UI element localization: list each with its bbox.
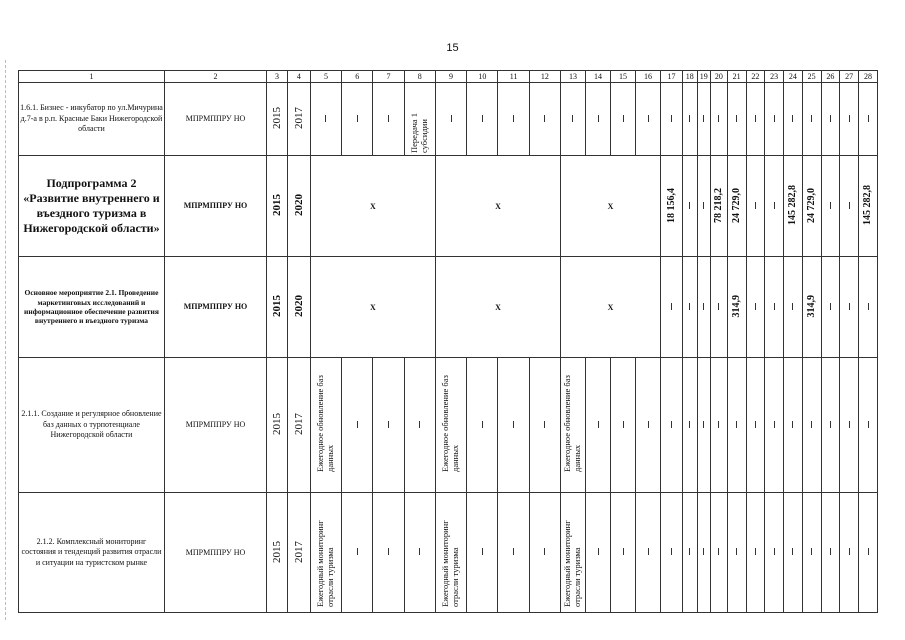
dash-mark: [419, 421, 420, 428]
dash-mark: [689, 202, 690, 209]
empty-cell: [802, 493, 821, 613]
column-header: 16: [636, 71, 661, 83]
row-note: Ежегодный мониторинг отрасли туризма: [562, 520, 582, 607]
column-header: 26: [821, 71, 840, 83]
dash-mark: [849, 115, 850, 122]
value-col-25: 24 729,0: [805, 187, 817, 223]
dash-mark: [671, 548, 672, 555]
dash-mark: [774, 548, 775, 555]
value-cell: [859, 156, 878, 257]
year-end-cell: [287, 358, 310, 493]
column-header: 13: [560, 71, 585, 83]
column-header: 21: [727, 71, 746, 83]
empty-cell: [821, 257, 840, 358]
empty-cell: [746, 358, 765, 493]
dash-mark: [544, 421, 545, 428]
dash-mark: [598, 421, 599, 428]
empty-cell: [467, 83, 498, 156]
empty-cell: [498, 493, 529, 613]
empty-cell: [697, 257, 711, 358]
year-start-cell: [267, 493, 288, 613]
empty-cell: [435, 83, 466, 156]
dash-mark: [671, 303, 672, 310]
dash-mark: [718, 421, 719, 428]
table-row: [19, 358, 878, 493]
dash-mark: [830, 303, 831, 310]
column-header: 10: [467, 71, 498, 83]
dash-mark: [623, 115, 624, 122]
column-header: 1: [19, 71, 165, 83]
empty-cell: [342, 83, 373, 156]
dash-mark: [736, 548, 737, 555]
dash-mark: [451, 115, 452, 122]
value-col-21: 314,9: [730, 294, 742, 318]
table-row: [19, 493, 878, 613]
x-mark: Х: [560, 257, 660, 358]
column-header: 11: [498, 71, 529, 83]
dash-mark: [868, 115, 869, 122]
dash-mark: [388, 421, 389, 428]
value-col-21: 24 729,0: [730, 187, 742, 223]
row-executor: МПРМППРУ НО: [164, 156, 266, 257]
empty-cell: [840, 358, 859, 493]
empty-cell: [697, 156, 711, 257]
value-col-20: 78 218,2: [713, 187, 725, 223]
empty-cell: [682, 358, 697, 493]
empty-cell: [682, 156, 697, 257]
column-header: 7: [373, 71, 404, 83]
column-header: 12: [529, 71, 560, 83]
value-cell: [711, 156, 728, 257]
dash-mark: [689, 115, 690, 122]
dash-mark: [868, 303, 869, 310]
dash-mark: [811, 115, 812, 122]
note-cell: [310, 358, 341, 493]
year-start: 2015: [270, 107, 283, 129]
empty-cell: [682, 257, 697, 358]
dash-mark: [868, 548, 869, 555]
row-executor: МПРМППРУ НО: [164, 83, 266, 156]
empty-cell: [342, 358, 373, 493]
empty-cell: [560, 83, 585, 156]
row-note: Ежегодное обновление баз данных: [440, 375, 461, 472]
value-col-17: 18 156,4: [665, 187, 677, 223]
empty-cell: [636, 358, 661, 493]
dash-mark: [774, 421, 775, 428]
empty-cell: [821, 493, 840, 613]
column-header: 20: [711, 71, 728, 83]
empty-cell: [765, 257, 784, 358]
dash-mark: [513, 421, 514, 428]
year-end: 2017: [292, 413, 305, 435]
dash-mark: [868, 421, 869, 428]
dash-mark: [718, 303, 719, 310]
x-mark: Х: [435, 156, 560, 257]
year-start: 2015: [270, 413, 283, 435]
year-start-cell: [267, 156, 288, 257]
year-end: 2020: [292, 295, 305, 317]
empty-cell: [784, 83, 803, 156]
column-header: 17: [661, 71, 683, 83]
dash-mark: [718, 548, 719, 555]
empty-cell: [840, 156, 859, 257]
row-note: Ежегодный мониторинг отрасли туризма: [315, 520, 335, 607]
dash-mark: [755, 303, 756, 310]
column-header: 8: [404, 71, 435, 83]
year-end: 2017: [292, 540, 305, 563]
dash-mark: [648, 548, 649, 555]
column-header: 4: [287, 71, 310, 83]
dash-mark: [736, 115, 737, 122]
empty-cell: [404, 493, 435, 613]
dash-mark: [830, 548, 831, 555]
column-header: 15: [611, 71, 636, 83]
value-col-24: 145 282,8: [787, 185, 799, 225]
column-header: 6: [342, 71, 373, 83]
dash-mark: [623, 548, 624, 555]
dash-mark: [689, 303, 690, 310]
dash-mark: [482, 115, 483, 122]
empty-cell: [529, 358, 560, 493]
empty-cell: [611, 493, 636, 613]
dash-mark: [830, 421, 831, 428]
empty-cell: [765, 156, 784, 257]
dash-mark: [849, 303, 850, 310]
column-header: 25: [802, 71, 821, 83]
empty-cell: [840, 257, 859, 358]
empty-cell: [661, 358, 683, 493]
empty-cell: [784, 493, 803, 613]
dash-mark: [357, 548, 358, 555]
dash-mark: [388, 548, 389, 555]
dash-mark: [792, 115, 793, 122]
empty-cell: [498, 83, 529, 156]
dash-mark: [811, 421, 812, 428]
dash-mark: [419, 548, 420, 555]
empty-cell: [821, 83, 840, 156]
dash-mark: [703, 303, 704, 310]
empty-cell: [529, 83, 560, 156]
empty-cell: [746, 83, 765, 156]
dash-mark: [544, 548, 545, 555]
dash-mark: [598, 548, 599, 555]
year-end-cell: [287, 493, 310, 613]
dash-mark: [671, 115, 672, 122]
table-row: [19, 83, 878, 156]
empty-cell: [636, 83, 661, 156]
empty-cell: [711, 257, 728, 358]
table-row: [19, 257, 878, 358]
value-cell: [727, 257, 746, 358]
dash-mark: [849, 421, 850, 428]
empty-cell: [784, 358, 803, 493]
dash-mark: [774, 303, 775, 310]
empty-cell: [859, 493, 878, 613]
empty-cell: [746, 257, 765, 358]
dash-mark: [774, 202, 775, 209]
column-header: 18: [682, 71, 697, 83]
year-end: 2020: [292, 194, 305, 216]
empty-cell: [802, 83, 821, 156]
empty-cell: [711, 83, 728, 156]
column-header: 28: [859, 71, 878, 83]
value-col-28: 145 282,8: [862, 185, 874, 225]
dash-mark: [703, 202, 704, 209]
row-note: Ежегодное обновление баз данных: [562, 375, 582, 472]
dash-mark: [811, 548, 812, 555]
empty-cell: [859, 257, 878, 358]
value-cell: [727, 156, 746, 257]
empty-cell: [697, 358, 711, 493]
dash-mark: [792, 303, 793, 310]
dash-mark: [671, 421, 672, 428]
column-header: 5: [310, 71, 341, 83]
empty-cell: [711, 493, 728, 613]
dash-mark: [849, 202, 850, 209]
year-start-cell: [267, 83, 288, 156]
note-cell: [560, 358, 585, 493]
empty-cell: [682, 83, 697, 156]
dash-mark: [598, 115, 599, 122]
empty-cell: [802, 358, 821, 493]
empty-cell: [373, 493, 404, 613]
empty-cell: [840, 83, 859, 156]
note-cell: [404, 83, 435, 156]
empty-cell: [661, 83, 683, 156]
row-note: Передача 1 субсидии: [409, 112, 429, 153]
dash-mark: [513, 548, 514, 555]
empty-cell: [821, 156, 840, 257]
year-end-cell: [287, 83, 310, 156]
plan-table: [18, 70, 878, 613]
empty-cell: [373, 83, 404, 156]
row-name: 2.1.2. Комплексный мониторинг состояния и тенденций развития отрасли и ситуации на туристском рынке: [19, 493, 165, 613]
empty-cell: [529, 493, 560, 613]
empty-cell: [661, 257, 683, 358]
empty-cell: [765, 493, 784, 613]
dash-mark: [849, 548, 850, 555]
row-executor: МПРМППРУ НО: [164, 493, 266, 613]
empty-cell: [727, 358, 746, 493]
year-start-cell: [267, 358, 288, 493]
year-end: 2017: [292, 107, 305, 129]
x-mark: Х: [435, 257, 560, 358]
empty-cell: [821, 358, 840, 493]
empty-cell: [765, 358, 784, 493]
row-executor: МПРМППРУ НО: [164, 257, 266, 358]
column-header: 19: [697, 71, 711, 83]
dash-mark: [648, 421, 649, 428]
value-cell: [802, 156, 821, 257]
dash-mark: [623, 421, 624, 428]
dash-mark: [755, 421, 756, 428]
dash-mark: [774, 115, 775, 122]
dash-mark: [792, 421, 793, 428]
empty-cell: [697, 493, 711, 613]
empty-cell: [746, 156, 765, 257]
dash-mark: [648, 115, 649, 122]
empty-cell: [840, 493, 859, 613]
dash-mark: [689, 548, 690, 555]
empty-cell: [661, 493, 683, 613]
column-number-row: [19, 71, 878, 83]
column-header: 24: [784, 71, 803, 83]
note-cell: [560, 493, 585, 613]
column-header: 9: [435, 71, 466, 83]
empty-cell: [342, 493, 373, 613]
dash-mark: [482, 421, 483, 428]
year-end-cell: [287, 156, 310, 257]
dash-mark: [703, 115, 704, 122]
year-start-cell: [267, 257, 288, 358]
row-name: 1.6.1. Бизнес - инкубатор по ул.Мичурина д.7-а в р.п. Красные Баки Нижегородской области: [19, 83, 165, 156]
empty-cell: [697, 83, 711, 156]
scan-edge-line: [5, 60, 7, 620]
empty-cell: [746, 493, 765, 613]
dash-mark: [388, 115, 389, 122]
column-header: 14: [586, 71, 611, 83]
empty-cell: [404, 358, 435, 493]
empty-cell: [586, 358, 611, 493]
value-cell: [661, 156, 683, 257]
empty-cell: [373, 358, 404, 493]
column-header: 27: [840, 71, 859, 83]
column-header: 23: [765, 71, 784, 83]
empty-cell: [636, 493, 661, 613]
empty-cell: [859, 83, 878, 156]
empty-cell: [859, 358, 878, 493]
year-start: 2015: [270, 194, 283, 216]
dash-mark: [357, 421, 358, 428]
x-mark: Х: [310, 156, 435, 257]
column-header: 22: [746, 71, 765, 83]
row-name: Подпрограмма 2 «Развитие внутреннего и въездного туризма в Нижегородской области»: [19, 156, 165, 257]
dash-mark: [755, 115, 756, 122]
row-name: 2.1.1. Создание и регулярное обновление баз данных о турпотенциале Нижегородской области: [19, 358, 165, 493]
dash-mark: [325, 115, 326, 122]
dash-mark: [482, 548, 483, 555]
dash-mark: [572, 115, 573, 122]
value-cell: [784, 156, 803, 257]
empty-cell: [784, 257, 803, 358]
dash-mark: [830, 202, 831, 209]
row-note: Ежегодный мониторинг отрасли туризма: [440, 520, 461, 607]
dash-mark: [357, 115, 358, 122]
table-row: [19, 156, 878, 257]
dash-mark: [830, 115, 831, 122]
dash-mark: [544, 115, 545, 122]
empty-cell: [498, 358, 529, 493]
year-start: 2015: [270, 295, 283, 317]
page-number: 15: [446, 42, 459, 54]
empty-cell: [611, 83, 636, 156]
value-col-25: 314,9: [805, 294, 817, 318]
empty-cell: [727, 83, 746, 156]
empty-cell: [765, 83, 784, 156]
dash-mark: [736, 421, 737, 428]
empty-cell: [310, 83, 341, 156]
dash-mark: [513, 115, 514, 122]
column-header: 2: [164, 71, 266, 83]
column-header: 3: [267, 71, 288, 83]
dash-mark: [792, 548, 793, 555]
empty-cell: [586, 493, 611, 613]
year-start: 2015: [270, 540, 283, 563]
empty-cell: [467, 358, 498, 493]
x-mark: Х: [310, 257, 435, 358]
empty-cell: [682, 493, 697, 613]
empty-cell: [611, 358, 636, 493]
dash-mark: [703, 421, 704, 428]
x-mark: Х: [560, 156, 660, 257]
dash-mark: [689, 421, 690, 428]
dash-mark: [718, 115, 719, 122]
row-name: Основное мероприятие 2.1. Проведение маркетинговых исследований и информационное обеспечение развития внутреннего и въездного туризма: [19, 257, 165, 358]
empty-cell: [467, 493, 498, 613]
dash-mark: [755, 548, 756, 555]
note-cell: [435, 358, 466, 493]
row-executor: МПРМППРУ НО: [164, 358, 266, 493]
dash-mark: [755, 202, 756, 209]
note-cell: [310, 493, 341, 613]
empty-cell: [711, 358, 728, 493]
empty-cell: [727, 493, 746, 613]
row-note: Ежегодное обновление баз данных: [315, 375, 335, 472]
note-cell: [435, 493, 466, 613]
year-end-cell: [287, 257, 310, 358]
value-cell: [802, 257, 821, 358]
empty-cell: [586, 83, 611, 156]
dash-mark: [703, 548, 704, 555]
